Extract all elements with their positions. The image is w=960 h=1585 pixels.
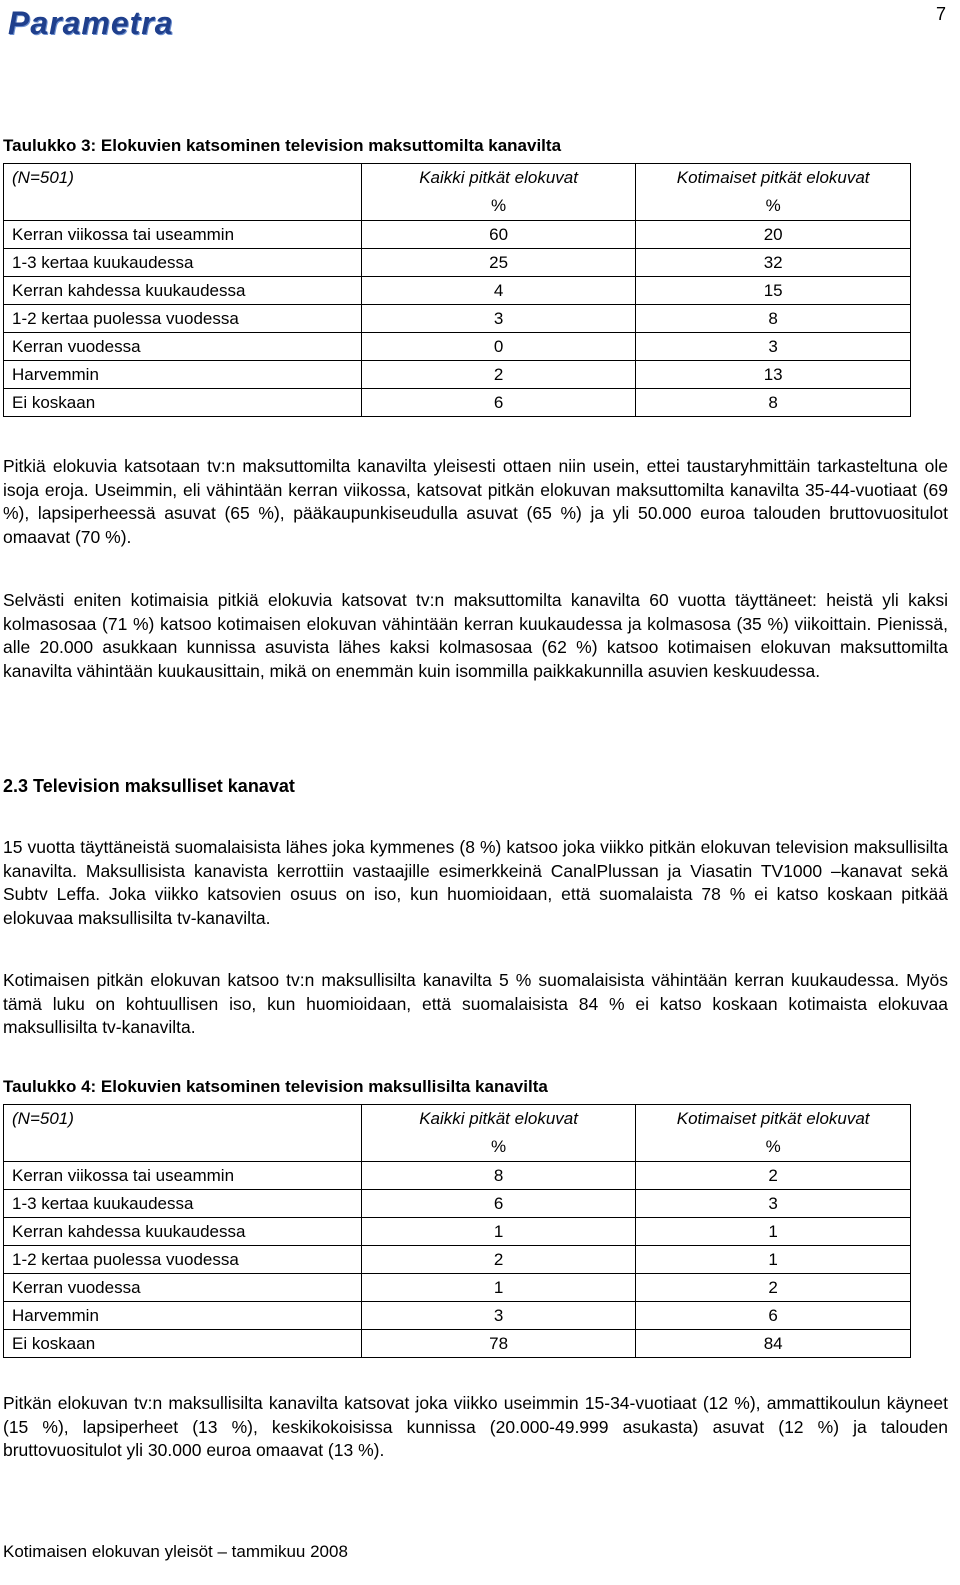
row-value-domestic: 1 bbox=[636, 1246, 911, 1274]
table-row bbox=[4, 305, 911, 333]
row-value-domestic: 13 bbox=[636, 361, 911, 389]
row-label: Harvemmin bbox=[4, 361, 362, 389]
table3-unit-cell bbox=[4, 192, 362, 221]
table-row bbox=[4, 361, 911, 389]
row-value-all: 3 bbox=[361, 1302, 635, 1330]
row-value-domestic: 2 bbox=[636, 1274, 911, 1302]
table4-caption: Taulukko 4: Elokuvien katsominen television maksullisilta kanavilta bbox=[3, 1077, 548, 1096]
row-value-all: 6 bbox=[361, 389, 635, 417]
section-title: Television maksulliset kanavat bbox=[33, 776, 295, 796]
row-label: Kerran vuodessa bbox=[4, 333, 362, 361]
table-row bbox=[4, 389, 911, 417]
table3-unit-cell: % bbox=[636, 192, 911, 221]
table3-unit-cell: % bbox=[361, 192, 635, 221]
table4-unit-row bbox=[4, 1133, 911, 1162]
row-value-all: 6 bbox=[361, 1190, 635, 1218]
table-row bbox=[4, 333, 911, 361]
table3-caption: Taulukko 3: Elokuvien katsominen television maksuttomilta kanavilta bbox=[3, 136, 562, 155]
page-footer: Kotimaisen elokuvan yleisöt – tammikuu 2008 bbox=[3, 1542, 348, 1561]
table-row bbox=[4, 1246, 911, 1274]
table-row bbox=[4, 1190, 911, 1218]
table-row bbox=[4, 1162, 911, 1190]
table4-unit-cell: % bbox=[636, 1133, 911, 1162]
table-row bbox=[4, 1218, 911, 1246]
body-paragraph: Kotimaisen pitkän elokuvan katsoo tv:n maksullisilta kanavilta 5 % suomalaisista vähintään kerran kuukaudessa. Myös tämä luku on kohtuullisen iso, kun huomioidaan, että suomalaisista 84 % ei katso koskaan kotimaista elokuvaa maksullisilta tv-kanavilta. bbox=[3, 970, 948, 1037]
row-label: Ei koskaan bbox=[4, 1330, 362, 1358]
table4-unit-cell: % bbox=[361, 1133, 635, 1162]
table4-header-cell: (N=501) bbox=[4, 1105, 362, 1134]
row-label: 1-3 kertaa kuukaudessa bbox=[4, 1190, 362, 1218]
row-label: 1-3 kertaa kuukaudessa bbox=[4, 249, 362, 277]
row-label: 1-2 kertaa puolessa vuodessa bbox=[4, 1246, 362, 1274]
parametra-logo bbox=[8, 6, 174, 40]
row-label: Kerran kahdessa kuukaudessa bbox=[4, 277, 362, 305]
row-value-all: 8 bbox=[361, 1162, 635, 1190]
table4-header-cell: Kaikki pitkät elokuvat bbox=[361, 1105, 635, 1134]
row-value-all: 25 bbox=[361, 249, 635, 277]
table-row bbox=[4, 1302, 911, 1330]
row-value-domestic: 3 bbox=[636, 1190, 911, 1218]
table-row bbox=[4, 221, 911, 249]
table3-header-cell: Kaikki pitkät elokuvat bbox=[361, 164, 635, 193]
row-value-domestic: 84 bbox=[636, 1330, 911, 1358]
row-value-all: 2 bbox=[361, 361, 635, 389]
body-paragraph: 15 vuotta täyttäneistä suomalaisista lähes joka kymmenes (8 %) katsoo joka viikko pitkän elokuvan television maksullisilta kanavilta. Maksullisista kanavista kerrottiin vastaajille esimerkkeinä CanalPlussan ja Viasatin TV1000 –kanavat sekä Subtv Leffa. Joka viikko katsovien osuus on iso, kun huomioidaan, että suomalaista 78 % ei katso koskaan pitkää elokuvaa maksullisilta tv-kanavilta. bbox=[3, 837, 948, 928]
logo-text: Parametra bbox=[8, 4, 174, 41]
section-number: 2.3 bbox=[3, 776, 29, 796]
row-value-domestic: 2 bbox=[636, 1162, 911, 1190]
row-label: Ei koskaan bbox=[4, 389, 362, 417]
table3-header-row bbox=[4, 164, 911, 193]
table-row bbox=[4, 277, 911, 305]
table-row bbox=[4, 1274, 911, 1302]
table3-header-cell: (N=501) bbox=[4, 164, 362, 193]
row-value-all: 3 bbox=[361, 305, 635, 333]
section-heading bbox=[3, 776, 295, 797]
row-value-all: 78 bbox=[361, 1330, 635, 1358]
row-value-domestic: 6 bbox=[636, 1302, 911, 1330]
row-value-all: 60 bbox=[361, 221, 635, 249]
row-label: Kerran viikossa tai useammin bbox=[4, 1162, 362, 1190]
table-row bbox=[4, 249, 911, 277]
body-paragraph: Pitkän elokuvan tv:n maksullisilta kanavilta katsovat joka viikko useimmin 15-34-vuotiaat (12 %), ammattikoulun käyneet (15 %), lapsiperheet (13 %), keskikokoisissa kunnissa (20.000-49.999 asukasta) asuvat (12 %) ja talouden bruttovuositulot yli 30.000 euroa omaavat (13 %). bbox=[3, 1393, 948, 1460]
row-label: Kerran kahdessa kuukaudessa bbox=[4, 1218, 362, 1246]
row-value-domestic: 32 bbox=[636, 249, 911, 277]
row-label: 1-2 kertaa puolessa vuodessa bbox=[4, 305, 362, 333]
table4-header-row bbox=[4, 1105, 911, 1134]
table4 bbox=[3, 1104, 911, 1358]
row-value-domestic: 1 bbox=[636, 1218, 911, 1246]
row-label: Kerran vuodessa bbox=[4, 1274, 362, 1302]
row-value-domestic: 15 bbox=[636, 277, 911, 305]
row-value-all: 4 bbox=[361, 277, 635, 305]
body-paragraph: Selvästi eniten kotimaisia pitkiä elokuvia katsovat tv:n maksuttomilta kanavilta 60 vuotta täyttäneet: heistä yli kaksi kolmasosaa (71 %) katsoo kotimaisen elokuvan vähintään kerran kuukaudessa ja kolmasosa (35 %) viikoittain. Pienissä, alle 20.000 asukkaan kunnissa asuvista lähes kaksi kolmasosaa (62 %) katsoo kotimaisen elokuvan maksuttomilta kanavilta vähintään kuukausittain, mikä on enemmän kuin isommilla paikkakunnilla asuvien keskuudessa. bbox=[3, 590, 948, 681]
row-value-domestic: 20 bbox=[636, 221, 911, 249]
table4-unit-cell bbox=[4, 1133, 362, 1162]
row-value-all: 1 bbox=[361, 1274, 635, 1302]
row-label: Harvemmin bbox=[4, 1302, 362, 1330]
table4-header-cell: Kotimaiset pitkät elokuvat bbox=[636, 1105, 911, 1134]
table3-header-cell: Kotimaiset pitkät elokuvat bbox=[636, 164, 911, 193]
row-label: Kerran viikossa tai useammin bbox=[4, 221, 362, 249]
table3 bbox=[3, 163, 911, 417]
body-paragraph: Pitkiä elokuvia katsotaan tv:n maksuttomilta kanavilta yleisesti ottaen niin usein, ettei taustaryhmittäin tarkasteltuna ole isoja eroja. Useimmin, eli vähintään kerran viikossa, katsovat pitkän elokuvan maksuttomilta kanavilta 35-44-vuotiaat (69 %), lapsiperheessä asuvat (65 %), pääkaupunkiseudulla asuvat (65 %) ja yli 50.000 euroa talouden bruttovuositulot omaavat (70 %). bbox=[3, 456, 948, 547]
row-value-domestic: 3 bbox=[636, 333, 911, 361]
row-value-all: 2 bbox=[361, 1246, 635, 1274]
page-number: 7 bbox=[935, 4, 946, 24]
row-value-domestic: 8 bbox=[636, 305, 911, 333]
table-row bbox=[4, 1330, 911, 1358]
row-value-domestic: 8 bbox=[636, 389, 911, 417]
table3-unit-row bbox=[4, 192, 911, 221]
row-value-all: 0 bbox=[361, 333, 635, 361]
row-value-all: 1 bbox=[361, 1218, 635, 1246]
